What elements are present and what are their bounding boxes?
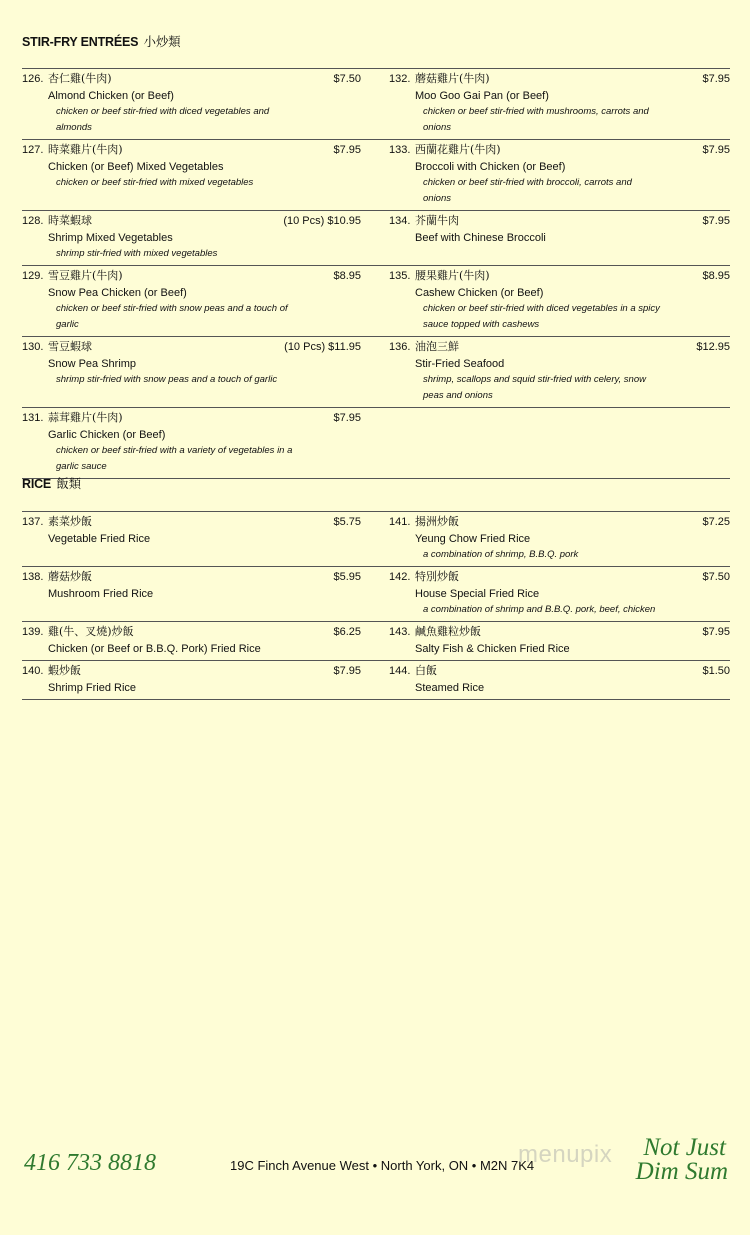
item-name-zh: 雞(牛、叉燒)炒飯 xyxy=(48,625,134,638)
menu-item xyxy=(22,622,376,660)
item-price: $7.50 xyxy=(702,571,730,583)
item-name-zh: 雪豆雞片(牛肉) xyxy=(48,269,123,282)
section-title-zh: 小炒類 xyxy=(143,34,181,49)
item-price: $7.95 xyxy=(333,665,361,677)
item-number: 134. xyxy=(389,215,411,227)
item-price: $8.95 xyxy=(333,270,361,282)
item-name-en: Snow Pea Shrimp xyxy=(48,357,137,370)
item-number: 135. xyxy=(389,270,411,282)
item-name-en: Chicken (or Beef or B.B.Q. Pork) Fried Rice xyxy=(48,642,261,655)
menu-item xyxy=(22,567,376,621)
item-price: (10 Pcs) $11.95 xyxy=(284,341,361,353)
item-number: 136. xyxy=(389,341,411,353)
address: 19C Finch Avenue West • North York, ON • M2N 7K4 xyxy=(230,1158,535,1173)
item-price: $12.95 xyxy=(696,341,730,353)
item-name-zh: 時菜雞片(牛肉) xyxy=(48,143,123,156)
menu-item xyxy=(22,337,376,407)
item-name-zh: 腰果雞片(牛肉) xyxy=(415,269,490,282)
item-price: $7.95 xyxy=(702,144,730,156)
rice-menu-table xyxy=(22,511,730,700)
menu-row xyxy=(22,661,730,700)
menu-item xyxy=(22,211,376,265)
item-name-zh: 白飯 xyxy=(415,664,437,677)
menu-row xyxy=(22,622,730,661)
item-price: $7.95 xyxy=(702,626,730,638)
section-title-en: RICE xyxy=(22,477,52,491)
item-description: chicken or beef stir-fried with mushrooms, carrots and onions xyxy=(423,106,649,133)
item-price: $8.95 xyxy=(702,270,730,282)
item-number: 132. xyxy=(389,73,411,85)
item-number: 139. xyxy=(22,626,44,638)
section-title-en: STIR-FRY ENTRÉES xyxy=(22,35,139,49)
item-name-zh: 蝦炒飯 xyxy=(48,664,81,677)
item-number: 130. xyxy=(22,341,44,353)
item-number: 127. xyxy=(22,144,44,156)
stir-fry-menu-table xyxy=(22,68,730,479)
item-number: 126. xyxy=(22,73,44,85)
rice-section-title xyxy=(22,474,81,492)
item-name-en: Almond Chicken (or Beef) xyxy=(48,89,174,102)
menu-item xyxy=(376,69,730,139)
menu-item xyxy=(376,266,730,336)
watermark: menupix xyxy=(518,1141,613,1168)
item-name-zh: 鹹魚雞粒炒飯 xyxy=(415,625,481,638)
stir-fry-section-title xyxy=(22,32,180,50)
item-number: 133. xyxy=(389,144,411,156)
item-name-en: Mushroom Fried Rice xyxy=(48,587,154,600)
menu-item xyxy=(22,408,376,478)
item-number: 131. xyxy=(22,412,44,424)
item-number: 137. xyxy=(22,516,44,528)
menu-row xyxy=(22,337,730,408)
item-name-en: Moo Goo Gai Pan (or Beef) xyxy=(415,89,549,102)
menu-item xyxy=(376,622,730,660)
menu-item xyxy=(376,512,730,566)
menu-row xyxy=(22,69,730,140)
item-number: 138. xyxy=(22,571,44,583)
item-name-en: Chicken (or Beef) Mixed Vegetables xyxy=(48,160,224,173)
item-price: $5.95 xyxy=(333,571,361,583)
item-name-zh: 特別炒飯 xyxy=(415,570,459,583)
item-description: shrimp stir-fried with mixed vegetables xyxy=(56,248,218,259)
item-number: 144. xyxy=(389,665,411,677)
item-name-en: Broccoli with Chicken (or Beef) xyxy=(415,160,566,173)
item-name-en: Steamed Rice xyxy=(415,681,485,694)
item-price: $7.95 xyxy=(702,73,730,85)
item-price: $7.95 xyxy=(702,215,730,227)
item-name-en: Shrimp Fried Rice xyxy=(48,681,137,694)
item-name-zh: 杏仁雞(牛肉) xyxy=(48,72,112,85)
menu-item xyxy=(22,661,376,699)
item-description: chicken or beef stir-fried with broccoli, carrots and onions xyxy=(423,177,632,204)
section-title-zh: 飯類 xyxy=(56,476,81,491)
item-name-en: Garlic Chicken (or Beef) xyxy=(48,428,166,441)
item-price: $7.25 xyxy=(702,516,730,528)
item-description: chicken or beef stir-fried with diced vegetables in a spicy sauce topped with cashews xyxy=(423,303,660,330)
item-price: $7.50 xyxy=(333,73,361,85)
item-name-en: Snow Pea Chicken (or Beef) xyxy=(48,286,187,299)
brand-line-1: Not Just xyxy=(643,1134,726,1161)
menu-row xyxy=(22,211,730,266)
item-price: $6.25 xyxy=(333,626,361,638)
brand-logo xyxy=(636,1136,726,1184)
item-description: a combination of shrimp, B.B.Q. pork xyxy=(423,549,579,560)
menu-item xyxy=(22,512,376,566)
item-name-zh: 雪豆蝦球 xyxy=(48,340,92,353)
menu-item xyxy=(22,140,376,210)
item-description: chicken or beef stir-fried with diced vegetables and almonds xyxy=(56,106,270,133)
item-name-zh: 蒜茸雞片(牛肉) xyxy=(48,411,123,424)
item-description: chicken or beef stir-fried with a variety of vegetables in a garlic sauce xyxy=(56,445,293,472)
item-name-zh: 時菜蝦球 xyxy=(48,214,92,227)
item-description: a combination of shrimp and B.B.Q. pork, beef, chicken xyxy=(423,604,656,615)
menu-item xyxy=(22,69,376,139)
item-name-en: Stir-Fried Seafood xyxy=(415,357,505,370)
item-number: 128. xyxy=(22,215,44,227)
item-name-zh: 西蘭花雞片(牛肉) xyxy=(415,143,501,156)
item-price: $7.95 xyxy=(333,412,361,424)
item-price: $7.95 xyxy=(333,144,361,156)
item-description: shrimp stir-fried with snow peas and a touch of garlic xyxy=(56,374,278,385)
menu-item xyxy=(376,567,730,621)
menu-item xyxy=(376,661,730,699)
item-name-en: Beef with Chinese Broccoli xyxy=(415,231,546,244)
menu-row xyxy=(22,567,730,622)
menu-item xyxy=(376,140,730,210)
phone-number[interactable]: 416 733 8818 xyxy=(24,1150,156,1176)
item-name-zh: 油泡三鮮 xyxy=(415,340,459,353)
menu-row xyxy=(22,266,730,337)
menu-item xyxy=(376,211,730,265)
item-name-en: Yeung Chow Fried Rice xyxy=(415,532,531,545)
item-name-en: Vegetable Fried Rice xyxy=(48,532,151,545)
menu-row xyxy=(22,140,730,211)
item-price: $5.75 xyxy=(333,516,361,528)
item-name-en: Cashew Chicken (or Beef) xyxy=(415,286,544,299)
item-name-zh: 蘑菇炒飯 xyxy=(48,570,92,583)
item-name-en: House Special Fried Rice xyxy=(415,587,540,600)
item-price: (10 Pcs) $10.95 xyxy=(283,215,361,227)
item-name-zh: 素菜炒飯 xyxy=(48,515,92,528)
item-name-zh: 蘑菇雞片(牛肉) xyxy=(415,72,490,85)
item-name-en: Shrimp Mixed Vegetables xyxy=(48,231,173,244)
item-description: shrimp, scallops and squid stir-fried with celery, snow peas and onions xyxy=(423,374,646,401)
menu-row xyxy=(22,512,730,567)
item-name-zh: 芥蘭牛肉 xyxy=(415,214,459,227)
item-name-zh: 揚洲炒飯 xyxy=(415,515,459,528)
item-name-en: Salty Fish & Chicken Fried Rice xyxy=(415,642,570,655)
menu-row xyxy=(22,408,730,479)
item-number: 143. xyxy=(389,626,411,638)
item-number: 140. xyxy=(22,665,44,677)
item-number: 129. xyxy=(22,270,44,282)
item-number: 142. xyxy=(389,571,411,583)
menu-item xyxy=(22,266,376,336)
item-description: chicken or beef stir-fried with snow peas and a touch of garlic xyxy=(56,303,288,330)
item-description: chicken or beef stir-fried with mixed vegetables xyxy=(56,177,254,188)
item-price: $1.50 xyxy=(702,665,730,677)
brand-line-2: Dim Sum xyxy=(635,1158,728,1185)
item-number: 141. xyxy=(389,516,411,528)
menu-item xyxy=(376,337,730,407)
